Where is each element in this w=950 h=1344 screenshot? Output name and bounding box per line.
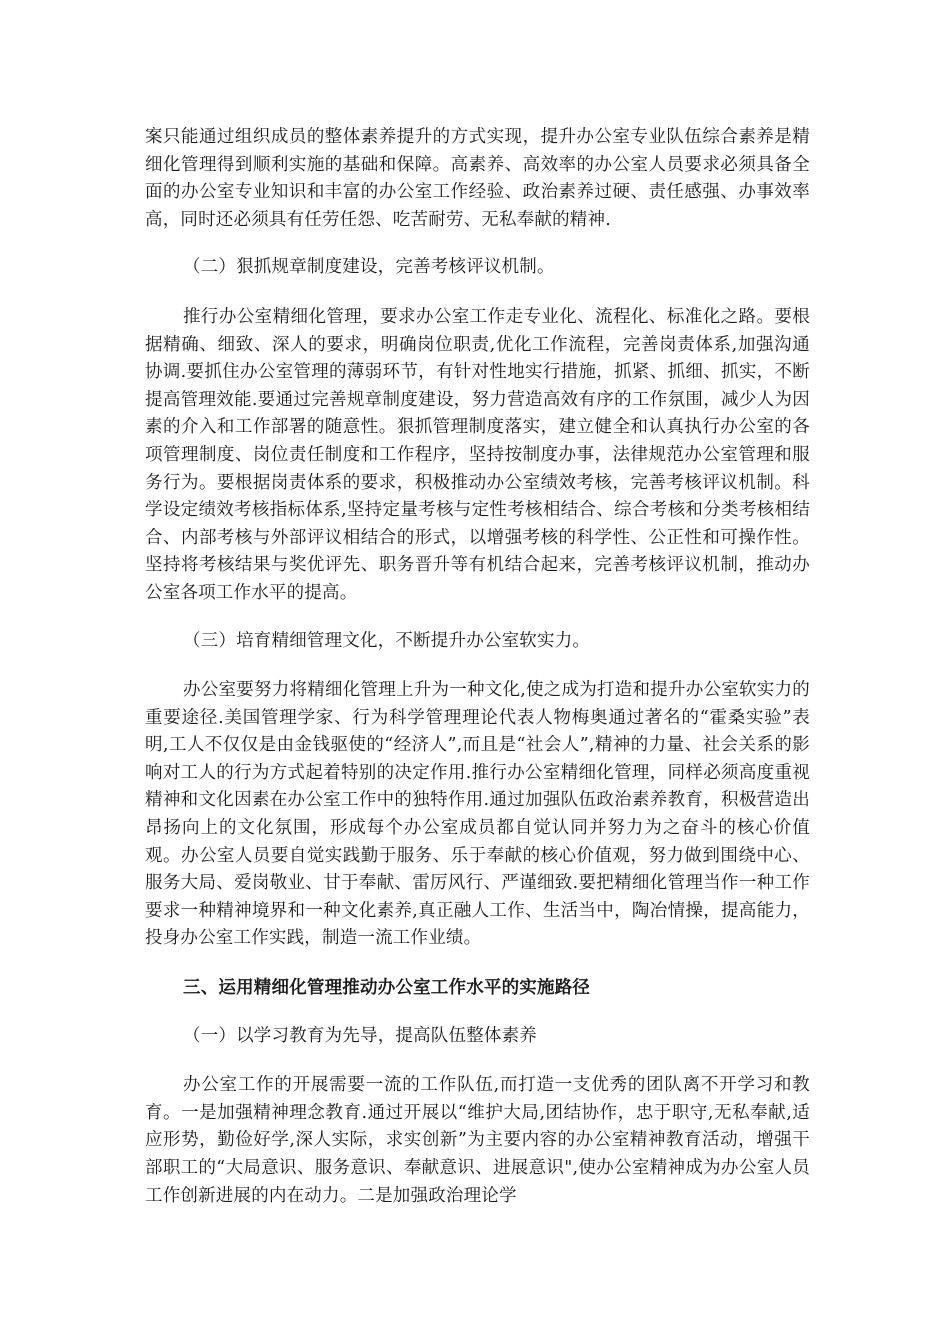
spacer [145,953,810,975]
intro-paragraph: 案只能通过组织成员的整体素养提升的方式实现，提升办公室专业队伍综合素养是精细化管理得到顺利实施的基础和保障。高素养、高效率的办公室人员要求必须具备全面的办公室专业知识和丰富的办公室工作经验、政治素养过硬、责任感强、办事效率高，同时还必须具有任劳任怨、吃苦耐劳、无私奉献的精神. [145,127,810,230]
spacer [145,655,810,677]
paragraph-culture: 办公室要努力将精细化管理上升为一种文化,使之成为打造和提升办公室软实力的重要途径.美国管理学家、行为科学管理理论代表人物梅奥通过著名的“霍桑实验”表明,工人不仅仅是由金钱驱使的“经济人”,而且是“社会人”,精神的力量、社会关系的影响对工人的行为方式起着特别的决定作用.推行办公室精细化管理，同样必须高度重视精神和文化因素在办公室工作中的独特作用.通过加强队伍政治素养教育，积极营造出昂扬向上的文化氛围，形成每个办公室成员都自觉认同并努力为之奋斗的核心价值观。办公室人员要自觉实践勤于服务、乐于奉献的核心价值观，努力做到围绕中心、服务大局、爱岗敬业、甘于奉献、雷厉风行、严谨细致.要把精细化管理当作一种工作要求一种精神境界和一种文化素养,真正融人工作、生活当中，陶冶情操，提高能力，投身办公室工作实践，制造一流工作业绩。 [145,680,810,949]
spacer [145,1003,810,1023]
spacer [145,282,810,304]
document-body [145,124,810,1210]
spacer [145,234,810,254]
section-heading-3: 三、运用精细化管理推动办公室工作水平的实施路径 [183,978,591,999]
paragraph-education: 办公室工作的开展需要一流的工作队伍,而打造一支优秀的团队离不开学习和教育。一是加强精神理念教育.通过开展以“维护大局,团结协作，忠于职守,无私奉献,适应形势，勤俭好学,深人实际，求实创新”为主要内容的办公室精神教育活动，增强干部职工的“大局意识、服务意识、奉献意识、进展意识",使办公室精神成为办公室人员工作创新进展的内在动力。二是加强政治理论学 [145,1075,810,1206]
subsection-heading-3: （三）培育精细管理文化，不断提升办公室软实力。 [183,630,591,651]
subsection-heading-3-1: （一）以学习教育为先导，提高队伍整体素养 [183,1025,537,1046]
paragraph-regulations: 推行办公室精细化管理，要求办公室工作走专业化、流程化、标准化之路。要根据精确、细致、深人的要求，明确岗位职责,优化工作流程，完善岗责体系,加强沟通协调.要抓住办公室管理的薄弱环节，有针对性地实行措施，抓紧、抓细、抓实，不断提高管理效能.要通过完善规章制度建设，努力营造高效有序的工作氛围，减少人为因素的介入和工作部署的随意性。狠抓管理制度落实，建立健全和认真执行办公室的各项管理制度、岗位责任制度和工作程序，坚持按制度办事，法律规范办公室管理和服务行为。要根据岗责体系的要求，积极推动办公室绩效考核，完善考核评议机制。科学设定绩效考核指标体系,坚持定量考核与定性考核相结合、综合考核和分类考核相结合、内部考核与外部评议相结合的形式，以增强考核的科学性、公正性和可操作性。坚持将考核结果与奖优评先、职务晋升等有机结合起来，完善考核评议机制，推动办公室各项工作水平的提高。 [145,306,810,603]
subsection-heading-2: （二）狠抓规章制度建设，完善考核评议机制。 [183,257,555,278]
spacer [145,1050,810,1072]
spacer [145,608,810,628]
